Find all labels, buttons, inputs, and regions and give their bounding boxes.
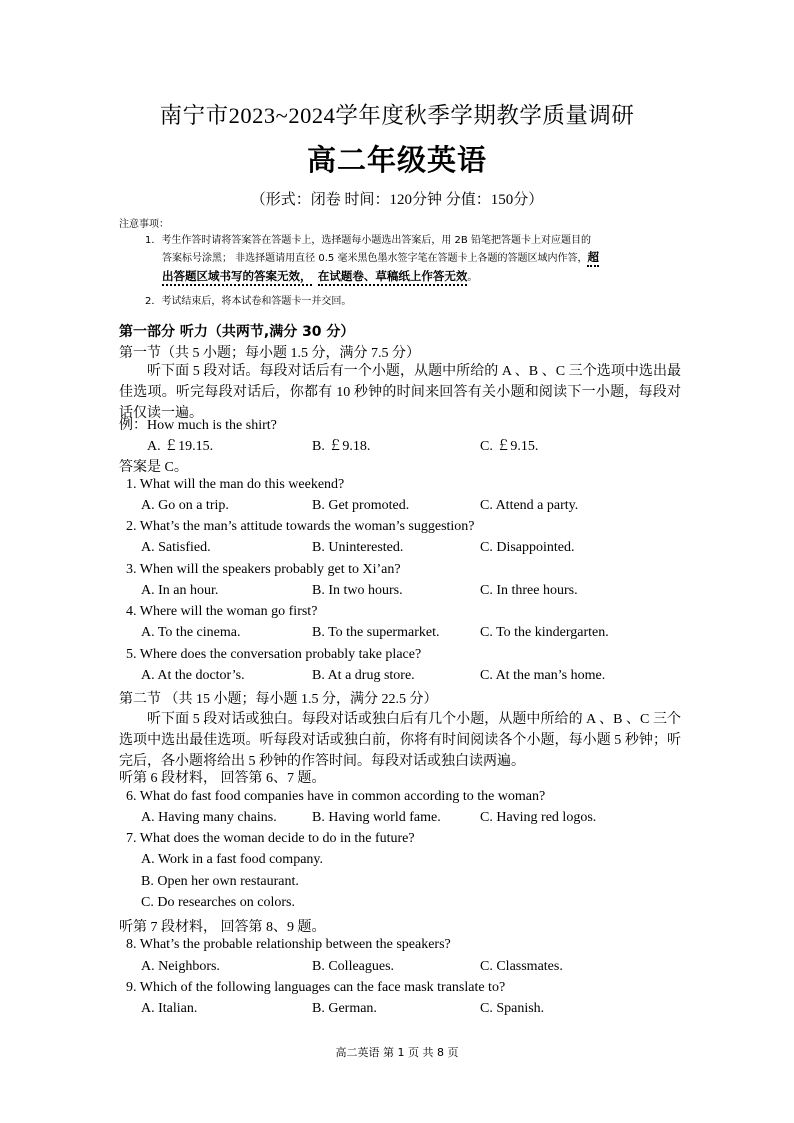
q6-option-c: C. Having red logos. [480, 810, 597, 825]
exam-title-subject: 高二年级英语 [306, 143, 487, 177]
example-question: 例：How much is the shirt? [119, 418, 277, 433]
page-footer: 高二英语 第 1 页 共 8 页 [335, 1046, 459, 1059]
q4-option-b: B. To the supermarket. [312, 625, 440, 640]
notice-item-1-line-2-text: 答案标号涂黑； 非选择题请用直径 0.5 毫米黑色墨水签字笔在答题卡上各题的答题区域内作答， [162, 253, 588, 264]
q2-option-c: C. Disappointed. [480, 540, 575, 555]
question-5: 5. Where does the conversation probably take place? [126, 647, 422, 662]
section2-instructions: 听下面 5 段对话或独白。每段对话或独白后有几个小题，从题中所给的 A 、B 、C 三个选项中选出最佳选项。听每段对话或独白前，你将有时间阅读各个小题，每小题 5 秒钟；听完后，各小题将给出 5 秒钟的作答时间。每段对话或独白读两遍。 [119, 712, 681, 769]
notices-heading: 注意事项： [119, 219, 169, 230]
example-option-b: B. ￡9.18. [312, 439, 371, 454]
q1-option-a: A. Go on a trip. [141, 498, 229, 513]
q8-option-c: C. Classmates. [480, 959, 563, 974]
notice-item-1-line-3 [162, 268, 477, 284]
q4-option-a: A. To the cinema. [141, 625, 241, 640]
q7-option-a: A. Work in a fast food company. [141, 852, 323, 867]
notice-bold-b: 在试题卷、草稿纸上作答无效 [318, 269, 468, 286]
q2-option-a: A. Satisfied. [141, 540, 211, 555]
notice-item-1-line-2-bold: 超 [587, 250, 599, 267]
q5-option-a: A. At the doctor’s. [141, 668, 245, 683]
question-4: 4. Where will the woman go first? [126, 604, 318, 619]
example-option-c: C. ￡9.15. [480, 439, 539, 454]
example-option-a: A. ￡19.15. [147, 439, 214, 454]
question-9: 9. Which of the following languages can the face mask translate to? [126, 980, 506, 995]
q9-option-c: C. Spanish. [480, 1001, 545, 1016]
q6-option-a: A. Having many chains. [141, 810, 277, 825]
notice-item-1-line-1: 1．考生作答时请将答案答在答题卡上，选择题每小题选出答案后，用 2B 铅笔把答题卡上对应题目的 [145, 235, 591, 246]
q7-option-b: B. Open her own restaurant. [141, 874, 299, 889]
q9-option-b: B. German. [312, 1001, 377, 1016]
section1-heading: 第一节（共 5 小题；每小题 1.5 分，满分 7.5 分） [119, 346, 420, 361]
part1-heading: 第一部分 听力（共两节,满分 30 分） [119, 324, 355, 340]
question-1: 1. What will the man do this weekend? [126, 477, 345, 492]
question-8: 8. What’s the probable relationship between the speakers? [126, 937, 451, 952]
q2-option-b: B. Uninterested. [312, 540, 404, 555]
q6-option-b: B. Having world fame. [312, 810, 441, 825]
q9-option-a: A. Italian. [141, 1001, 198, 1016]
section2-heading: 第二节 （共 15 小题；每小题 1.5 分，满分 22.5 分） [119, 692, 438, 707]
material-7-heading: 听第 7 段材料， 回答第 8、9 题。 [119, 920, 326, 935]
q3-option-b: B. In two hours. [312, 583, 403, 598]
q1-option-c: C. Attend a party. [480, 498, 579, 513]
q8-option-a: A. Neighbors. [141, 959, 220, 974]
example-answer: 答案是 C。 [119, 460, 188, 475]
q8-option-b: B. Colleagues. [312, 959, 395, 974]
material-6-heading: 听第 6 段材料， 回答第 6、7 题。 [119, 771, 326, 786]
q4-option-c: C. To the kindergarten. [480, 625, 609, 640]
notice-item-1-line-2 [162, 249, 599, 265]
notice-period: 。 [467, 272, 478, 283]
question-2: 2. What’s the man’s attitude towards the woman’s suggestion? [126, 519, 475, 534]
question-7: 7. What does the woman decide to do in the future? [126, 831, 415, 846]
question-3: 3. When will the speakers probably get to Xi’an? [126, 562, 401, 577]
section1-instructions: 听下面 5 段对话。每段对话后有一个小题，从题中所给的 A 、B 、C 三个选项中选出最佳选项。听完每段对话后，你都有 10 秒钟的时间来回答有关小题和阅读下一小题，每段对话仅读一遍。 [119, 364, 681, 421]
notice-item-2: 2．考试结束后，将本试卷和答题卡一并交回。 [145, 296, 352, 307]
q3-option-c: C. In three hours. [480, 583, 578, 598]
q3-option-a: A. In an hour. [141, 583, 219, 598]
q5-option-c: C. At the man’s home. [480, 668, 606, 683]
q7-option-c: C. Do researches on colors. [141, 895, 295, 910]
exam-title-line1: 南宁市2023~2024学年度秋季学期教学质量调研 [159, 103, 635, 128]
question-6: 6. What do fast food companies have in common according to the woman? [126, 789, 546, 804]
notice-bold-a: 出答题区域书写的答案无效， [162, 269, 312, 286]
exam-info: （形式：闭卷 时间：120分钟 分值：150分） [250, 192, 544, 208]
q5-option-b: B. At a drug store. [312, 668, 415, 683]
q1-option-b: B. Get promoted. [312, 498, 410, 513]
